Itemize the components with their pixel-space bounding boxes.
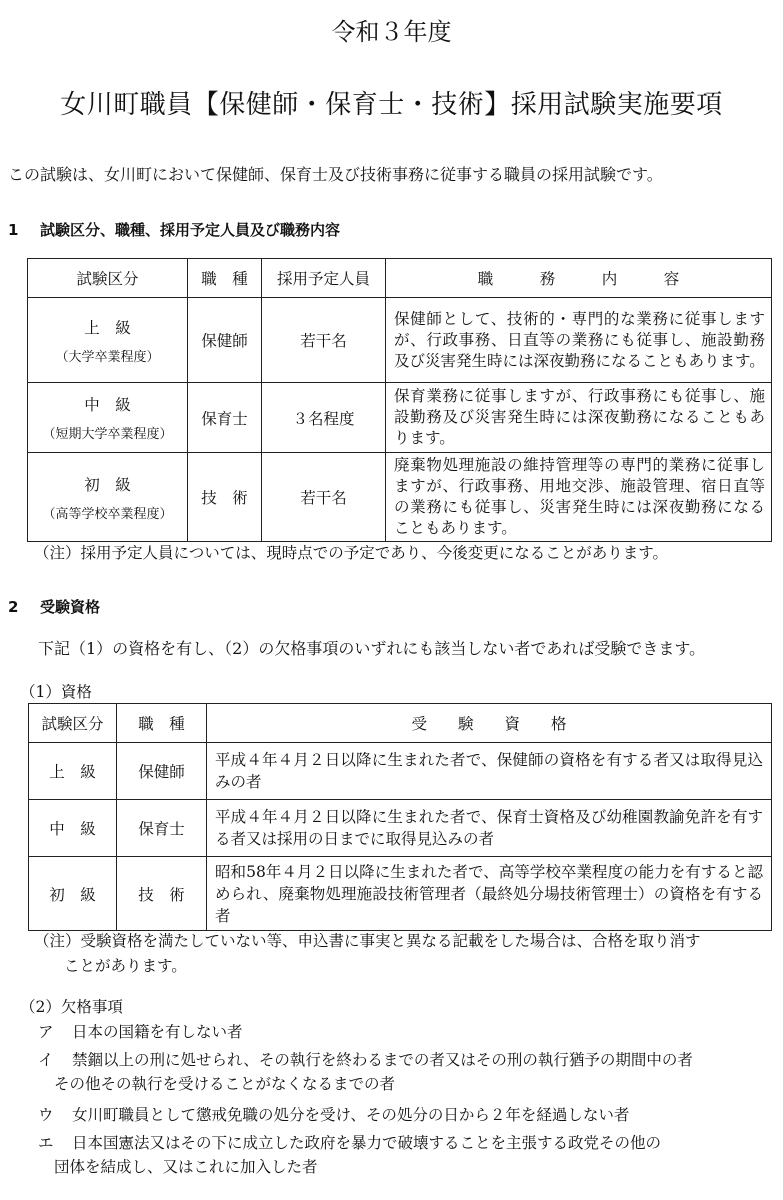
level-cell: 中 級: [29, 800, 117, 857]
job-cell: 保健師: [117, 743, 207, 800]
qualification-cell: 平成４年４月２日以降に生まれた者で、保健師の資格を有する者又は取得見込みの者: [207, 743, 772, 800]
document-title: 女川町職員【保健師・保育士・技術】採用試験実施要項: [60, 90, 723, 120]
table-header-row: [28, 259, 772, 298]
level-cell: [28, 298, 188, 383]
job-cell: 保育士: [188, 383, 262, 453]
duties-cell: 保育業務に従事しますが、行政事務にも従事し、施設勤務及び災害発生時には深夜勤務になることもあります。: [386, 383, 772, 453]
header-job: 職 種: [117, 704, 207, 743]
qualification-cell: 平成４年４月２日以降に生まれた者で、保育士資格及び幼稚園教諭免許を有する者又は採用の日までに取得見込みの者: [207, 800, 772, 857]
job-cell: 技 術: [117, 857, 207, 931]
qualification-cell: 昭和58年４月２日以降に生まれた者で、高等学校卒業程度の能力を有すると認められ、廃棄物処理施設技術管理者（最終処分場技術管理士）の資格を有する者: [207, 857, 772, 931]
table-row: [28, 383, 772, 453]
section2-number: 2: [8, 598, 19, 616]
item-text-continued: その他その執行を受けることがなくなるまでの者: [54, 1075, 396, 1093]
item-text: 禁錮以上の刑に処せられ、その執行を終わるまでの者又はその刑の執行猶予の期間中の者: [72, 1051, 693, 1069]
qualification-subtitle: （1）資格: [20, 683, 92, 701]
item-text: 女川町職員として懲戒免職の処分を受け、その処分の日から２年を経過しない者: [72, 1106, 630, 1124]
item-text: 日本国憲法又はその下に成立した政府を暴力で破壊することを主張する政党その他の: [72, 1134, 662, 1152]
section1-number: 1: [8, 221, 19, 239]
header-category: 試験区分: [28, 259, 188, 298]
section2-note: [34, 929, 774, 979]
duties-cell: 保健師として、技術的・専門的な業務に従事しますが、行政事務、日直等の業務にも従事し、施設勤務及び災害発生時には深夜勤務になることもあります。: [386, 298, 772, 383]
table-row: [29, 857, 772, 931]
level-sub: （大学卒業程度）: [55, 349, 160, 365]
table-row: [28, 298, 772, 383]
section2-heading: [8, 596, 100, 617]
item-marker: イ: [38, 1051, 54, 1069]
job-cell: 保育士: [117, 800, 207, 857]
table-row: [29, 800, 772, 857]
disqualification-item: [38, 1048, 778, 1096]
qualification-table: [28, 703, 772, 931]
header-duties: 職 務 内 容: [386, 259, 772, 298]
header-count: 採用予定人員: [262, 259, 386, 298]
table-row: [29, 743, 772, 800]
section2-intro: 下記（1）の資格を有し、（2）の欠格事項のいずれにも該当しない者であれば受験できます。: [38, 639, 706, 658]
level-cell: [28, 453, 188, 542]
disqualification-item: [38, 1103, 778, 1127]
item-marker: エ: [38, 1134, 54, 1152]
count-cell: ３名程度: [262, 383, 386, 453]
disqualification-item: [38, 1020, 778, 1044]
count-cell: 若干名: [262, 453, 386, 542]
item-text-continued: 団体を結成し、又はこれに加入した者: [54, 1158, 318, 1176]
header-job: 職 種: [188, 259, 262, 298]
level-label: 初 級: [84, 475, 131, 494]
item-text: 日本の国籍を有しない者: [72, 1023, 243, 1041]
section2-note-line1: （注）受験資格を満たしていない等、申込書に事実と異なる記載をした場合は、合格を取り消す: [34, 932, 701, 950]
disqualification-subtitle: （2）欠格事項: [20, 998, 123, 1016]
section1-note: （注）採用予定人員については、現時点での予定であり、今後変更になることがあります。: [34, 544, 668, 562]
disqualification-item: [38, 1131, 778, 1179]
section1-title: 試験区分、職種、採用予定人員及び職務内容: [40, 221, 341, 239]
level-sub: （短期大学卒業程度）: [42, 427, 173, 442]
header-category: 試験区分: [29, 704, 117, 743]
positions-table: [27, 258, 772, 542]
header-qualification: 受 験 資 格: [207, 704, 772, 743]
level-cell: 初 級: [29, 857, 117, 931]
section2-note-line2: ことがあります。: [64, 957, 187, 975]
duties-cell: 廃棄物処理施設の維持管理等の専門的業務に従事しますが、行政事務、用地交渉、施設管理、宿日直等の業務にも従事し、災害発生時には深夜勤務になることもあります。: [386, 453, 772, 542]
section1-heading: [8, 219, 340, 240]
item-marker: ア: [38, 1023, 54, 1041]
intro-text: この試験は、女川町において保健師、保育士及び技術事務に従事する職員の採用試験です。: [8, 165, 663, 184]
item-marker: ウ: [38, 1106, 54, 1124]
level-label: 中 級: [84, 396, 131, 414]
section2-title: 受験資格: [40, 598, 101, 616]
document-year: 令和３年度: [331, 18, 452, 46]
job-cell: 技 術: [188, 453, 262, 542]
level-cell: 上 級: [29, 743, 117, 800]
job-cell: 保健師: [188, 298, 262, 383]
table-row: [28, 453, 772, 542]
table-header-row: [29, 704, 772, 743]
level-cell: [28, 383, 188, 453]
level-label: 上 級: [84, 318, 131, 337]
count-cell: 若干名: [262, 298, 386, 383]
level-sub: （高等学校卒業程度）: [42, 506, 173, 522]
